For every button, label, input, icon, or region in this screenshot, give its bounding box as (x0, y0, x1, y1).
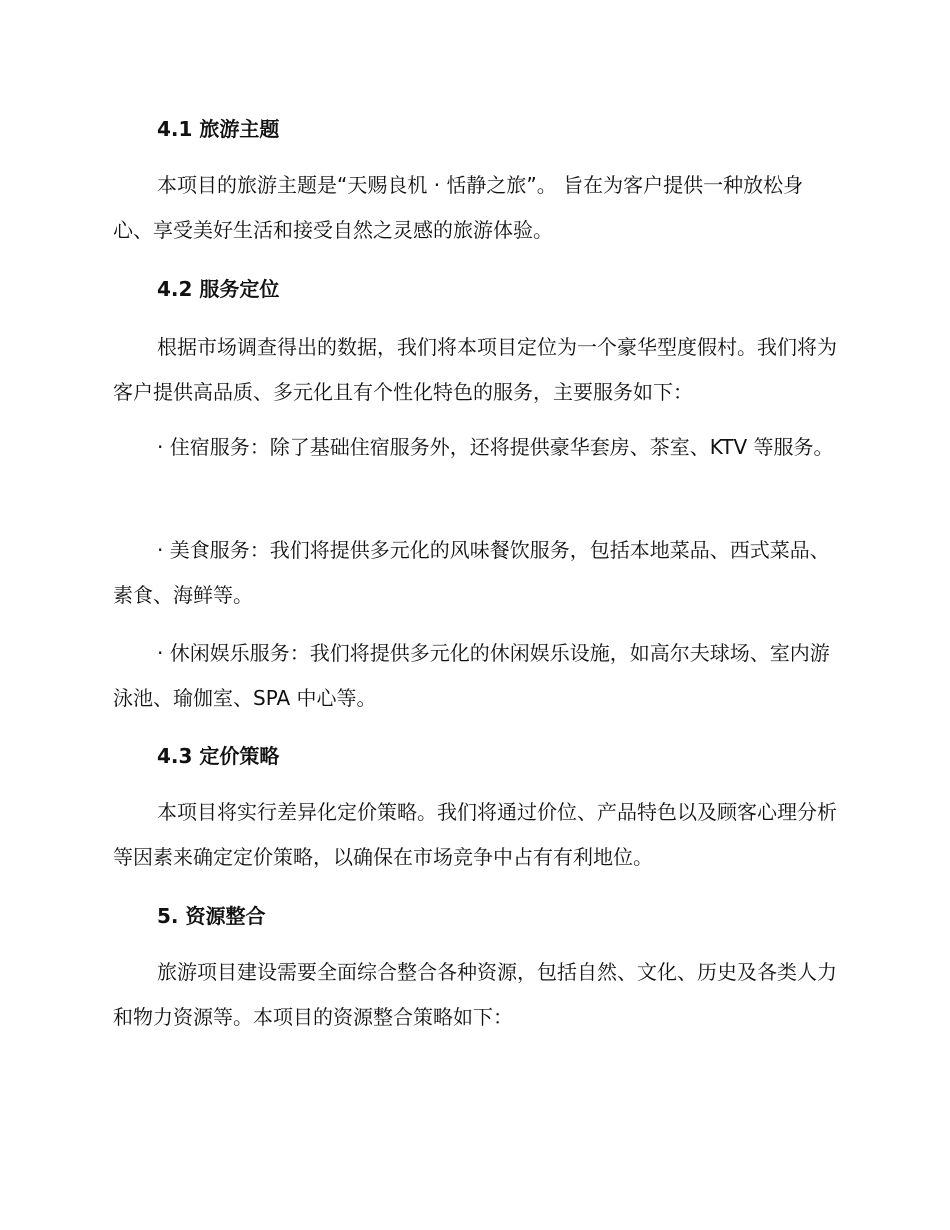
section-heading-5: 5. 资源整合 (157, 904, 266, 928)
section-heading-4-2: 4.2 服务定位 (157, 277, 280, 301)
service-bullet-dining: · 美食服务：我们将提供多元化的风味餐饮服务，包括本地菜品、西式菜品、素食、海鲜等。 (113, 538, 830, 607)
section-paragraph-4-1: 本项目的旅游主题是“天赐良机 · 恬静之旅”。 旨在为客户提供一种放松身心、享受美好生活和接受自然之灵感的旅游体验。 (113, 173, 804, 242)
section-heading-4-1: 4.1 旅游主题 (157, 117, 280, 141)
service-bullet-lodging: · 住宿服务：除了基础住宿服务外，还将提供豪华套房、茶室、KTV 等服务。 (157, 435, 834, 459)
service-bullet-leisure: · 休闲娱乐服务：我们将提供多元化的休闲娱乐设施，如高尔夫球场、室内游泳池、瑜伽室、SPA 中心等。 (113, 641, 830, 710)
section-heading-4-3: 4.3 定价策略 (157, 744, 280, 768)
section-paragraph-5: 旅游项目建设需要全面综合整合各种资源，包括自然、文化、历史及各类人力和物力资源等。本项目的资源整合策略如下： (113, 960, 837, 1029)
section-paragraph-4-2: 根据市场调查得出的数据，我们将本项目定位为一个豪华型度假村。我们将为客户提供高品质、多元化且有个性化特色的服务，主要服务如下： (113, 335, 837, 404)
section-paragraph-4-3: 本项目将实行差异化定价策略。我们将通过价位、产品特色以及顾客心理分析等因素来确定定价策略，以确保在市场竞争中占有有利地位。 (113, 800, 837, 869)
